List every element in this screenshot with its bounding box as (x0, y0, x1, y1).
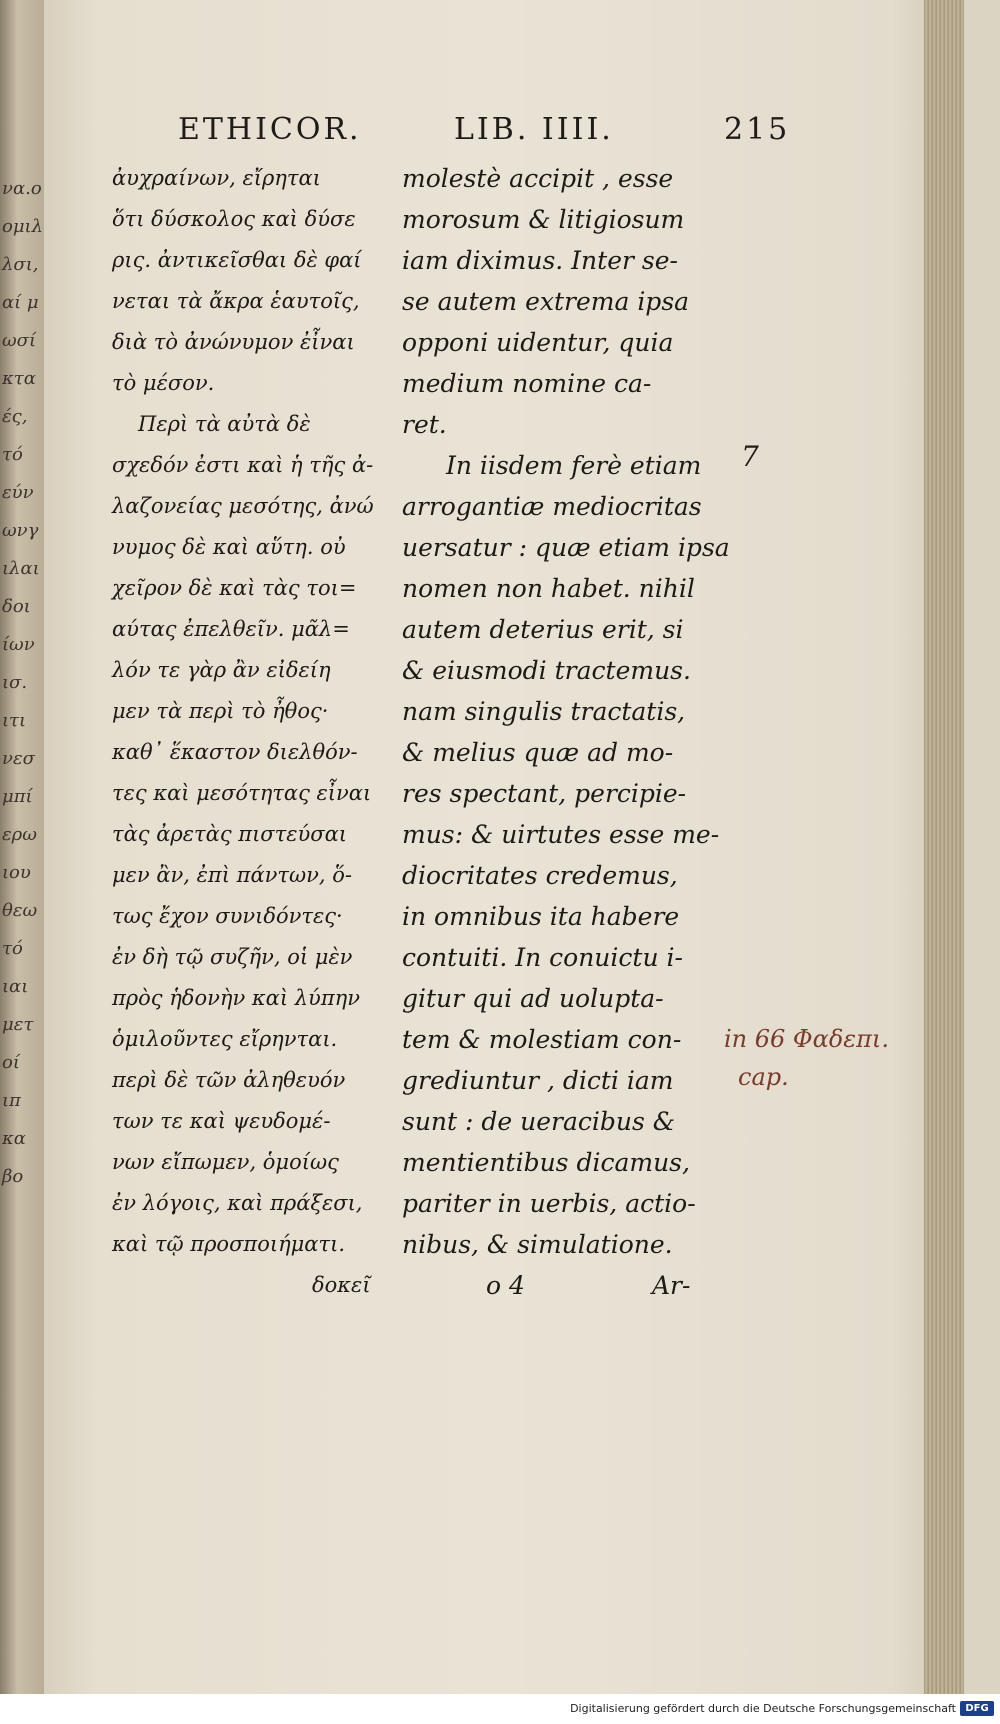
text-line: tem & molestiam con- (402, 1025, 682, 1054)
running-head-book: LIB. IIII. (454, 112, 614, 147)
text-line: λαζονείας μεσότης, ἀνώ (112, 494, 374, 518)
page-block-edge (924, 0, 964, 1694)
text-line: Περὶ τὰ αὐτὰ δὲ (138, 412, 311, 436)
text-line: grediuntur , dicti iam (402, 1066, 674, 1095)
text-line: gitur qui ad uolupta- (402, 984, 664, 1013)
gutter-fragment: εύν (2, 482, 34, 503)
text-line: νεται τὰ ἄκρα ἑαυτοῖς, (112, 289, 360, 313)
handwritten-note-line: in 66 Φαδεπι. (724, 1025, 889, 1053)
gutter-fragment: ιτι (2, 710, 27, 731)
gutter-fragment: ωνγ (2, 520, 39, 541)
text-line: τως ἔχον συνιδόντες· (112, 904, 343, 928)
text-line: contuiti. In conuictu i- (402, 943, 683, 972)
gutter-fragment: ερω (2, 824, 37, 845)
greek-column (112, 158, 397, 1265)
gutter-fragment: ισ. (2, 672, 28, 693)
handwritten-note (724, 1020, 934, 1096)
text-line: mus: & uirtutes esse me- (402, 820, 720, 849)
gutter-fragment: νεσ (2, 748, 35, 769)
text-line: ρις. ἀντικεῖσθαι δὲ φαί (112, 248, 362, 272)
text-line: λόν τε γὰρ ἂν εἰδείη (112, 658, 331, 682)
running-head-title: ETHICOR. (178, 112, 362, 147)
text-line: ἀυχραίνων, εἴρηται (112, 166, 321, 190)
gutter-fragment: μετ (2, 1014, 34, 1035)
text-line: καθ᾽ ἕκαστον διελθόν- (112, 740, 358, 764)
gutter-fragment: τό (2, 938, 23, 959)
gutter-fragment: βο (2, 1166, 24, 1187)
text-line: arrogantiæ mediocritas (402, 492, 702, 521)
gutter-fragment: οί (2, 1052, 20, 1073)
text-line: opponi uidentur, quia (402, 328, 674, 357)
gutter-fragment: ιπ (2, 1090, 21, 1111)
gutter-fragment: ίων (2, 634, 35, 655)
facing-page-fragments (2, 170, 42, 1196)
signature-line (312, 1265, 712, 1306)
gutter-fragment: ιλαι (2, 558, 40, 579)
text-line: χεῖρον δὲ καὶ τὰς τοι= (112, 576, 357, 600)
text-line: τὸ μέσον. (112, 371, 215, 395)
page-number: 215 (724, 112, 791, 147)
gutter-fragment: αί μ (2, 292, 39, 313)
text-line: νων εἴπωμεν, ὁμοίως (112, 1150, 339, 1174)
text-line: τὰς ἀρετὰς πιστεύσαι (112, 822, 348, 846)
text-line: autem deterius erit, si (402, 615, 684, 644)
dfg-logo: DFG (960, 1701, 994, 1716)
text-line: νυμος δὲ καὶ αὕτη. οὐ (112, 535, 346, 559)
text-line: των τε καὶ ψευδομέ- (112, 1109, 331, 1133)
text-line: in omnibus ita habere (402, 902, 680, 931)
running-head (124, 112, 791, 152)
margin-number: 7 (741, 440, 759, 473)
greek-catchword: δοκεῖ (312, 1273, 371, 1297)
gutter-fragment: ομιλ (2, 216, 44, 237)
book-page (44, 0, 964, 1694)
text-line: medium nomine ca- (402, 369, 652, 398)
text-line: διὰ τὸ ἀνώνυμον ἐἶναι (112, 330, 355, 354)
funding-credit: Digitalisierung gefördert durch die Deutsche Forschungsgemeinschaft (570, 1702, 956, 1715)
text-line: ὁμιλοῦντες εἴρηνται. (112, 1027, 338, 1051)
gutter-fragment: να.ο (2, 178, 42, 199)
gutter-fragment: μπί (2, 786, 33, 807)
text-line: nam singulis tractatis, (402, 697, 686, 726)
latin-catchword: Ar- (652, 1271, 691, 1300)
gutter-fragment: δοι (2, 596, 31, 617)
gutter-fragment: λσι, (2, 254, 39, 275)
text-line: In iisdem ferè etiam (446, 451, 702, 480)
text-line: περὶ δὲ τῶν ἀληθευόν (112, 1068, 346, 1092)
text-line: se autem extrema ipsa (402, 287, 690, 316)
text-line: diocritates credemus, (402, 861, 678, 890)
footer-bar (0, 1694, 1000, 1724)
latin-column (402, 158, 730, 1265)
gutter-fragment: ωσί (2, 330, 37, 351)
text-line: ret. (402, 410, 447, 439)
text-line: μεν ἂν, ἐπὶ πάντων, ὅ- (112, 863, 352, 887)
text-line: res spectant, percipie- (402, 779, 687, 808)
text-line: ἐν λόγοις, καὶ πράξεσι, (112, 1191, 363, 1215)
text-line: & melius quæ ad mo- (402, 738, 674, 767)
gutter-fragment: κα (2, 1128, 26, 1149)
gutter-fragment: ιου (2, 862, 31, 883)
text-line: καὶ τῷ προσποιήματι. (112, 1232, 346, 1256)
text-line: mentientibus dicamus, (402, 1148, 690, 1177)
signature-mark: o 4 (486, 1271, 525, 1300)
text-line: nibus, & simulatione. (402, 1230, 673, 1259)
text-line: ὅτι δύσκολος καὶ δύσε (112, 207, 356, 231)
text-line: τες καὶ μεσότητας εἶναι (112, 781, 372, 805)
text-line: αύτας ἐπελθεῖν. μᾶλ= (112, 617, 350, 641)
text-line: pariter in uerbis, actio- (402, 1189, 696, 1218)
gutter-fragment: ές, (2, 406, 28, 427)
text-line: iam diximus. Inter se- (402, 246, 678, 275)
text-line: nomen non habet. nihil (402, 574, 695, 603)
gutter-fragment: θεω (2, 900, 38, 921)
text-line: morosum & litigiosum (402, 205, 685, 234)
text-line: & eiusmodi tractemus. (402, 656, 691, 685)
text-line: molestè accipit , esse (402, 164, 674, 193)
handwritten-note-line: cap. (738, 1063, 789, 1091)
text-line: sunt : de ueracibus & (402, 1107, 676, 1136)
facing-page-edge (0, 0, 44, 1694)
gutter-fragment: ιαι (2, 976, 29, 997)
gutter-fragment: κτα (2, 368, 36, 389)
text-line: σχεδόν ἐστι καὶ ἡ τῆς ἀ- (112, 453, 374, 477)
text-line: uersatur : quæ etiam ipsa (402, 533, 730, 562)
text-line: μεν τὰ περὶ τὸ ἦθος· (112, 699, 329, 723)
text-line: πρὸς ἡδονὴν καὶ λύπην (112, 986, 360, 1010)
gutter-fragment: τό (2, 444, 23, 465)
text-line: ἐν δὴ τῷ συζῆν, οἱ μὲν (112, 945, 353, 969)
